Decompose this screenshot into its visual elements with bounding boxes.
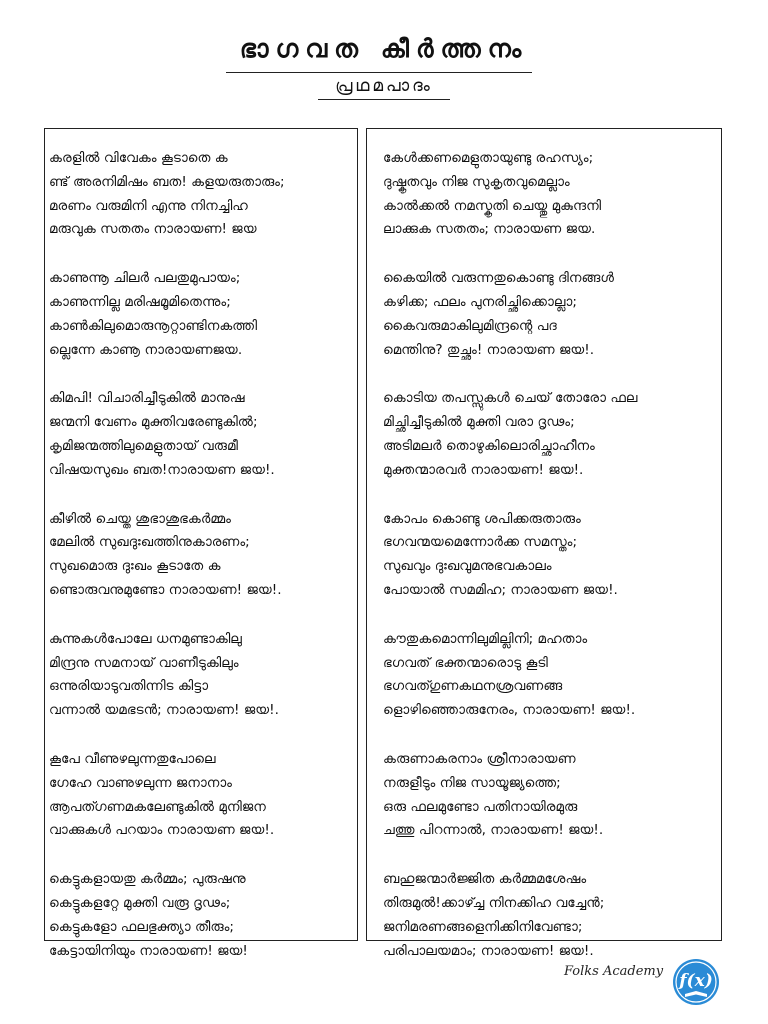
verse-line: കരുണാകരനാം ശ്രീനാരായണ — [383, 750, 576, 767]
verse-stanza — [367, 267, 721, 362]
verse-stanza — [367, 628, 721, 723]
verse-line: ളൊഴിഞ്ഞൊരുനേരം, നാരായണ! ജയ!. — [383, 702, 636, 719]
left-verse-column — [44, 128, 358, 959]
verse-line: കൈയിൽ വരുന്നതുകൊണ്ടു ദിനങ്ങൾ — [383, 270, 615, 287]
verse-stanza — [367, 508, 721, 603]
verse-line: ഗേഹേ വാണുഴലുന്ന ജനാനാം — [49, 774, 232, 791]
verse-line: ല്ലെന്നേ കാണൂ നാരായണജയ. — [49, 341, 243, 358]
verse-line: ആപത്ഗണമകലേണ്ടുകിൽ മുനിജന — [49, 798, 266, 815]
verse-line: ലാക്കുക സതതം; നാരായണ ജയ. — [383, 221, 596, 238]
verse-line: കൃമിജന്മത്തിലുമെളുതായ് വരുമീ — [49, 437, 238, 454]
title-underline — [226, 72, 532, 73]
verse-line: കൈവരുമാകിലുമിന്ദ്രന്റെ പദ — [383, 317, 557, 334]
verse-line: പോയാൽ സമമിഹ; നാരായണ ജയ!. — [383, 581, 618, 598]
verse-line: കൂപേ വീണുഴലുന്നതുപോലെ — [49, 750, 216, 767]
brand-footer — [560, 958, 730, 1006]
folks-academy-logo-icon — [672, 958, 720, 1006]
verse-line: കേട്ടായിനിയും നാരായണ! ജയ! — [49, 942, 248, 959]
verse-line: കെട്ടുകളായതു കർമ്മം; പുരുഷനു — [49, 871, 246, 888]
verse-line: മരുവുക സതതം നാരായണ! ജയ — [49, 221, 257, 238]
verse-line: മുക്തന്മാരവർ നാരായണ! ജയ!. — [383, 461, 584, 478]
verse-line: ദുഷ്കൃതവും നിജ സുകൃതവുമെല്ലാം — [383, 173, 570, 190]
verse-line: ഭഗവത്ഗുണകഥനശ്രവണങ്ങ — [383, 678, 563, 695]
verse-line: കേൾക്കണമെളുതായുണ്ടു രഹസ്യം; — [383, 150, 594, 166]
verse-line: ജനിമരണങ്ങളെനിക്കിനിവേണ്ടാ; — [383, 918, 583, 935]
verse-line: കോപം കൊണ്ടു ശപിക്കരുതാരും — [383, 510, 581, 527]
verse-line: ഭഗവന്മയമെന്നോർക്ക സമസ്തം; — [383, 534, 578, 551]
verse-line: വിഷയസുഖം ബത!നാരായണ ജയ!. — [49, 461, 275, 478]
verse-line: ഒരു ഫലമുണ്ടോ പതിനായിരമുരു — [383, 798, 578, 815]
page-subtitle: പ്രഥമപാദം — [335, 76, 433, 96]
verse-stanza — [45, 267, 357, 362]
verse-line: കഴിക്ക; ഫലം പുനരിച്ഛിക്കൊല്ലാ; — [383, 293, 577, 310]
verse-line: കാണുന്നില്ല മരിഷമൂമിതെന്നും; — [49, 293, 231, 310]
verse-line: ചത്തു പിറന്നാൽ, നാരായണ! ജയ!. — [383, 822, 604, 839]
verse-line: കിമപി! വിചാരിച്ചീടുകിൽ മാനുഷ — [49, 390, 245, 407]
verse-line: കാൽക്കൽ നമസ്കൃതി ചെയ്തു മുകുന്ദനി — [383, 197, 602, 214]
brand-name: Folks Academy — [564, 964, 664, 979]
verse-line: നരുളീടും നിജ സായൂജ്യത്തെ; — [383, 774, 561, 791]
verse-line: കീഴിൽ ചെയ്ത ശുഭാശുഭകർമ്മം — [49, 510, 231, 527]
logo-text: f(x) — [679, 971, 713, 991]
verse-line: വന്നാൽ യമഭടൻ; നാരായണ! ജയ!. — [49, 702, 279, 719]
verse-stanza — [45, 508, 357, 603]
verse-line: ഭഗവത് ഭക്തന്മാരൊടു കൂടി — [383, 654, 548, 671]
verse-line: ജന്മനി വേണം മുക്തിവരേണ്ടുകിൽ; — [49, 414, 258, 431]
verse-line: ബഹുജന്മാർജ്ജിത കർമ്മമശേഷം — [383, 871, 587, 888]
verse-line: കാണുന്നൂ ചിലർ പലതുമുപായം; — [49, 270, 241, 287]
verse-stanza — [367, 868, 721, 963]
page-title: ഭാഗവത കീർത്തനം — [239, 34, 529, 63]
verse-stanza — [45, 387, 357, 482]
verse-line: കുന്നുകൾപോലേ ധനമുണ്ടാകിലു — [49, 630, 242, 647]
verse-line: കൗതുകമൊന്നിലുമില്ലിനി; മഹതാം — [383, 630, 588, 647]
verse-line: മിന്ദ്രനു സമനായ് വാണീടുകിലും — [49, 654, 239, 671]
subtitle-underline — [318, 99, 450, 100]
verse-stanza — [367, 387, 721, 482]
verse-line: ണ്ട് അരനിമിഷം ബത! കളയരുതാരും; — [49, 173, 285, 190]
verse-line: സുഖവും ദുഃഖവുമനുഭവകാലം — [383, 558, 552, 575]
verse-line: കെട്ടുകളോ ഫലഭുക്ത്യാ തീരും; — [49, 918, 234, 935]
verse-line: മിച്ഛിച്ചീടുകിൽ മുക്തി വരാ ദൃഢം; — [383, 414, 575, 431]
verse-stanza — [45, 628, 357, 723]
verse-line: കൊടിയ തപസ്സുകൾ ചെയ് തോരോ ഫല — [383, 390, 638, 407]
verse-line: കാൺകിലുമൊരുനൂറ്റാണ്ടിനകത്തി — [49, 317, 258, 334]
verse-stanza — [45, 147, 357, 242]
verse-line: തിരുമുൽ!ക്കാഴ്ച്ച നിനക്കിഹ വച്ചേൻ; — [383, 894, 605, 911]
verse-stanza — [367, 748, 721, 843]
verse-line: മേലിൽ സുഖദുഃഖത്തിനുകാരണം; — [49, 534, 250, 551]
verse-line: പരിപാലയമാം; നാരായണ! ജയ!. — [383, 942, 594, 959]
verse-stanza — [45, 748, 357, 843]
verse-stanza — [45, 868, 357, 963]
verse-line: മരണം വരുമിനി എന്നു നിനച്ചിഹ — [49, 197, 248, 214]
verse-line: സുഖമൊരു ദുഃഖം കൂടാതേ ക — [49, 558, 221, 575]
verse-line: ഒന്നുരിയാടുവതിന്നിട കിട്ടാ — [49, 678, 209, 695]
verse-line: കെട്ടുകളറ്റേ മുക്തി വരൂ ദൃഢം; — [49, 894, 231, 911]
verse-line: വാക്കുകൾ പറയാം നാരായണ ജയ!. — [49, 822, 275, 839]
verse-line: ണ്ടൊരുവനുമുണ്ടോ നാരായണ! ജയ!. — [49, 581, 282, 598]
right-verse-column — [366, 128, 722, 959]
verse-stanza — [367, 147, 721, 242]
verse-line: മെന്തിനു? തുച്ഛം! നാരായണ ജയ!. — [383, 341, 595, 358]
verse-line: കരളിൽ വിവേകം കൂടാതെ ക — [49, 150, 228, 166]
verse-line: അടിമലർ തൊഴുകിലൊരിച്ഛാഹീനം — [383, 437, 595, 454]
